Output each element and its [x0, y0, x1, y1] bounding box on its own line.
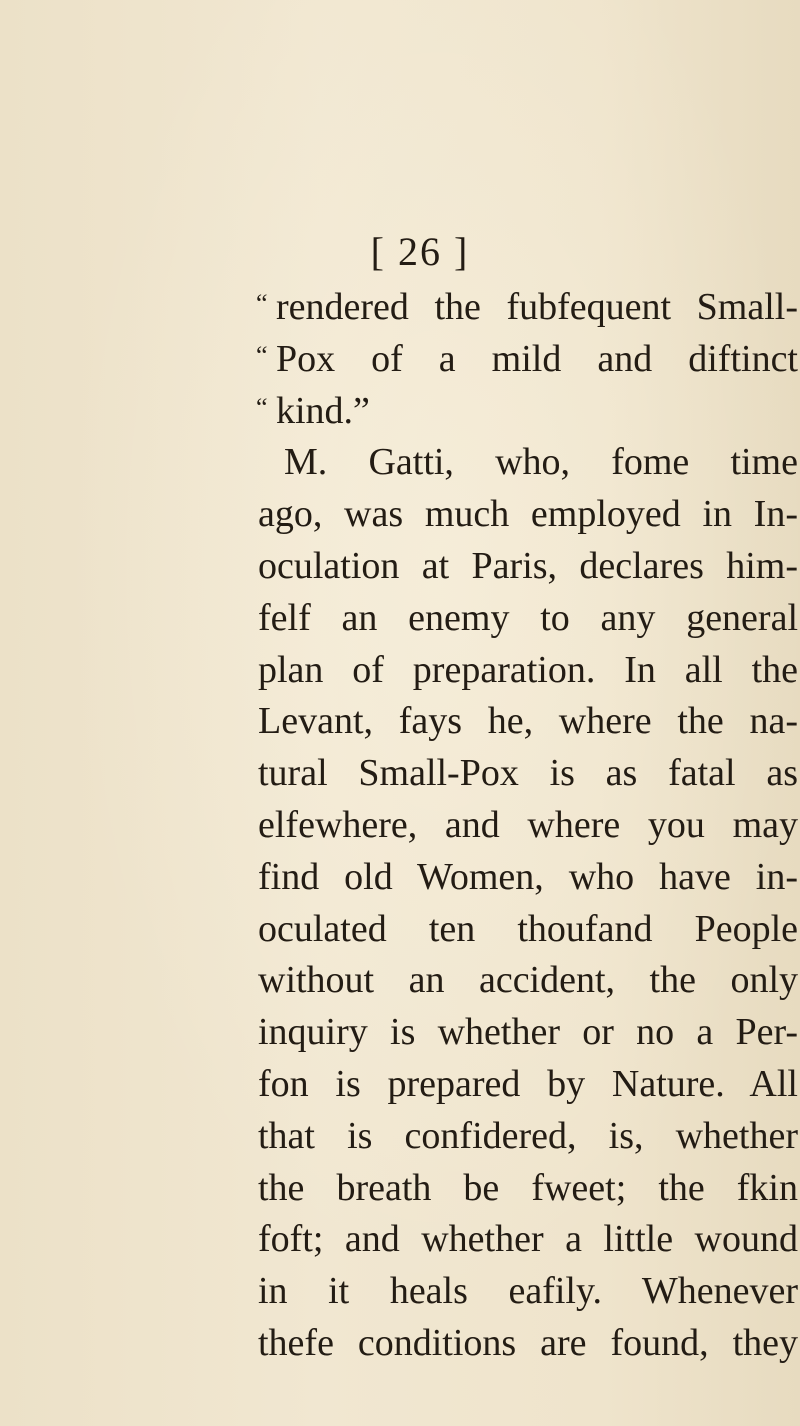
text-line: “ rendered the fubfequent Small-: [258, 282, 798, 334]
body-text: [258, 282, 798, 1370]
text-line: without an accident, the only: [258, 959, 798, 1002]
text-line: in it heals eafily. Whenever: [258, 1270, 798, 1313]
text-line: the breath be fweet; the fkin: [258, 1166, 798, 1209]
page-number: [ 26 ]: [370, 229, 470, 274]
text-line: thefe conditions are found, they: [258, 1321, 798, 1364]
text-line: ago, was much employed in In-: [258, 493, 798, 536]
text-line: “ Pox of a mild and diftinct: [258, 334, 798, 386]
quote-mark: “: [256, 289, 268, 318]
text-line: “ kind.”: [258, 386, 798, 438]
text-line: foft; and whether a little wound: [258, 1218, 798, 1261]
text-line: that is confidered, is, whether: [258, 1114, 798, 1157]
text-line: felf an enemy to any general: [258, 596, 798, 639]
text-line: oculation at Paris, declares him-: [258, 544, 798, 587]
text-line: plan of preparation. In all the: [258, 648, 798, 691]
quote-mark: “: [256, 392, 268, 422]
text-line: elfewhere, and where you may: [258, 803, 798, 846]
text-line: find old Women, who have in-: [258, 855, 798, 898]
text-line: M. Gatti, who, fome time: [284, 441, 798, 484]
text-line: fon is prepared by Nature. All: [258, 1062, 798, 1105]
quote-mark: “: [256, 340, 268, 370]
text-line: Levant, fays he, where the na-: [258, 700, 798, 743]
text-line: inquiry is whether or no a Per-: [258, 1011, 798, 1054]
text-line: oculated ten thoufand People: [258, 907, 798, 950]
text-line: tural Small-Pox is as fatal as: [258, 752, 798, 795]
